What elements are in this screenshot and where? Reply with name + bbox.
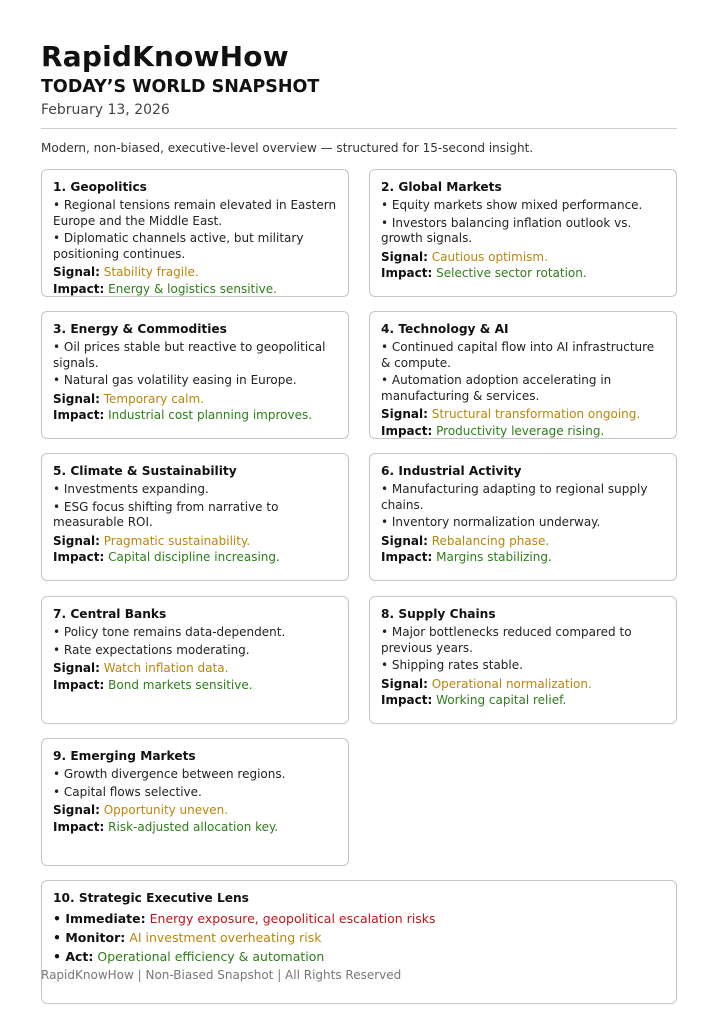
bullet-item: • Capital flows selective.: [53, 784, 202, 799]
impact-label: Impact:: [53, 677, 105, 692]
impact-line: [381, 423, 665, 440]
card-title: 7. Central Banks: [53, 607, 167, 621]
lens-act: [53, 948, 665, 967]
bullet-item: • Oil prices stable but reactive to geopolitical signals.: [53, 340, 326, 370]
signal-line: [53, 802, 337, 819]
signal-line: [381, 249, 665, 266]
signal-label: Signal:: [381, 249, 428, 264]
signal-label: Signal:: [53, 265, 100, 279]
impact-label: Impact:: [381, 266, 433, 280]
bullet-item: • Investors balancing inflation outlook vs. growth signals.: [381, 215, 632, 245]
card-title: 1. Geopolitics: [53, 180, 147, 194]
bullet-item: • Equity markets show mixed performance.: [381, 198, 643, 212]
bullet-item: • Natural gas volatility easing in Europe.: [53, 373, 297, 387]
signal-label: Signal:: [381, 676, 428, 691]
card-central-banks: [41, 596, 349, 724]
card-title: 3. Energy & Commodities: [53, 322, 227, 336]
signal-label: Signal:: [381, 533, 428, 548]
page-subtitle: TODAY’S WORLD SNAPSHOT: [41, 77, 320, 97]
card-title: 5. Climate & Sustainability: [53, 464, 237, 478]
impact-label: Impact:: [53, 281, 105, 296]
impact-value: Working capital relief.: [436, 693, 567, 707]
impact-line: [381, 549, 665, 566]
signal-value: Pragmatic sustainability.: [103, 533, 251, 548]
impact-line: [381, 692, 665, 709]
card-title: 2. Global Markets: [381, 180, 502, 194]
bullet-item: • Diplomatic channels active, but military positioning continues.: [53, 231, 304, 261]
card-title: 10. Strategic Executive Lens: [53, 891, 249, 905]
card-global-markets: [369, 169, 677, 297]
impact-value: Productivity leverage rising.: [436, 423, 605, 438]
impact-value: Bond markets sensitive.: [108, 677, 253, 692]
signal-label: Signal:: [53, 803, 100, 817]
signal-value: Opportunity uneven.: [103, 803, 229, 817]
impact-line: [53, 677, 337, 694]
signal-value: Watch inflation data.: [103, 661, 229, 675]
impact-label: Impact:: [381, 423, 433, 438]
signal-line: [381, 533, 665, 550]
bullet-item: • ESG focus shifting from narrative to measurable ROI.: [53, 499, 279, 529]
bullet-item: • Policy tone remains data-dependent.: [53, 625, 286, 639]
brand-title: RapidKnowHow: [41, 40, 289, 73]
impact-label: Impact:: [53, 550, 105, 564]
bullet-item: • Manufacturing adapting to regional supply chains.: [381, 482, 648, 512]
impact-line: [381, 265, 665, 282]
page-footer: RapidKnowHow | Non-Biased Snapshot | All Rights Reserved: [41, 968, 402, 982]
card-strategic-executive-lens: [41, 880, 677, 1004]
impact-value: Industrial cost planning improves.: [108, 408, 313, 422]
signal-label: Signal:: [53, 661, 100, 675]
card-title: 8. Supply Chains: [381, 607, 496, 621]
bullet-item: • Rate expectations moderating.: [53, 642, 250, 657]
bullet-item: • Investments expanding.: [53, 482, 209, 496]
lens-immediate: [53, 910, 665, 929]
impact-value: Capital discipline increasing.: [108, 550, 280, 564]
lens-immediate-label: • Immediate:: [53, 911, 146, 926]
signal-value: Stability fragile.: [103, 265, 199, 279]
signal-line: [53, 391, 337, 408]
signal-value: Operational normalization.: [431, 676, 592, 691]
signal-label: Signal:: [53, 391, 100, 406]
bullet-item: • Continued capital flow into AI infrastructure & compute.: [381, 340, 655, 370]
impact-label: Impact:: [53, 408, 105, 422]
impact-line: [53, 281, 337, 298]
card-climate-sustainability: [41, 453, 349, 581]
bullet-item: • Growth divergence between regions.: [53, 767, 286, 781]
bullet-item: • Shipping rates stable.: [381, 658, 523, 672]
impact-value: Risk-adjusted allocation key.: [108, 819, 279, 834]
lens-immediate-value: Energy exposure, geopolitical escalation risks: [149, 911, 436, 926]
lens-act-label: • Act:: [53, 948, 94, 964]
signal-value: Temporary calm.: [103, 391, 204, 406]
card-technology-ai: [369, 311, 677, 439]
card-supply-chains: [369, 596, 677, 724]
card-title: 6. Industrial Activity: [381, 464, 522, 478]
signal-value: Cautious optimism.: [431, 249, 548, 264]
impact-line: [53, 549, 337, 566]
card-title: 9. Emerging Markets: [53, 749, 196, 763]
card-emerging-markets: [41, 738, 349, 866]
signal-line: [53, 660, 337, 677]
impact-label: Impact:: [381, 693, 433, 707]
signal-label: Signal:: [53, 533, 100, 548]
impact-value: Energy & logistics sensitive.: [108, 281, 277, 296]
bullet-item: • Automation adoption accelerating in manufacturing & services.: [381, 373, 612, 403]
header-divider: [41, 128, 677, 129]
signal-line: [381, 676, 665, 693]
signal-line: [53, 264, 337, 281]
card-geopolitics: [41, 169, 349, 297]
intro-text: Modern, non-biased, executive-level overview — structured for 15-second insight.: [41, 141, 534, 155]
card-energy-commodities: [41, 311, 349, 439]
impact-value: Margins stabilizing.: [436, 550, 552, 564]
lens-monitor-label: • Monitor:: [53, 929, 126, 945]
signal-line: [381, 406, 665, 423]
snapshot-date: February 13, 2026: [41, 102, 170, 118]
card-industrial-activity: [369, 453, 677, 581]
lens-act-value: Operational efficiency & automation: [97, 948, 325, 964]
bullet-item: • Major bottlenecks reduced compared to previous years.: [381, 625, 632, 655]
card-title: 4. Technology & AI: [381, 322, 509, 336]
impact-line: [53, 819, 337, 836]
signal-line: [53, 533, 337, 550]
impact-line: [53, 407, 337, 424]
impact-label: Impact:: [53, 819, 105, 834]
impact-label: Impact:: [381, 550, 433, 564]
lens-monitor: [53, 929, 665, 948]
lens-monitor-value: AI investment overheating risk: [129, 929, 322, 945]
bullet-item: • Regional tensions remain elevated in Eastern Europe and the Middle East.: [53, 198, 337, 228]
signal-label: Signal:: [381, 407, 428, 421]
impact-value: Selective sector rotation.: [436, 266, 587, 280]
bullet-item: • Inventory normalization underway.: [381, 515, 601, 529]
signal-value: Structural transformation ongoing.: [431, 407, 641, 421]
signal-value: Rebalancing phase.: [431, 533, 550, 548]
